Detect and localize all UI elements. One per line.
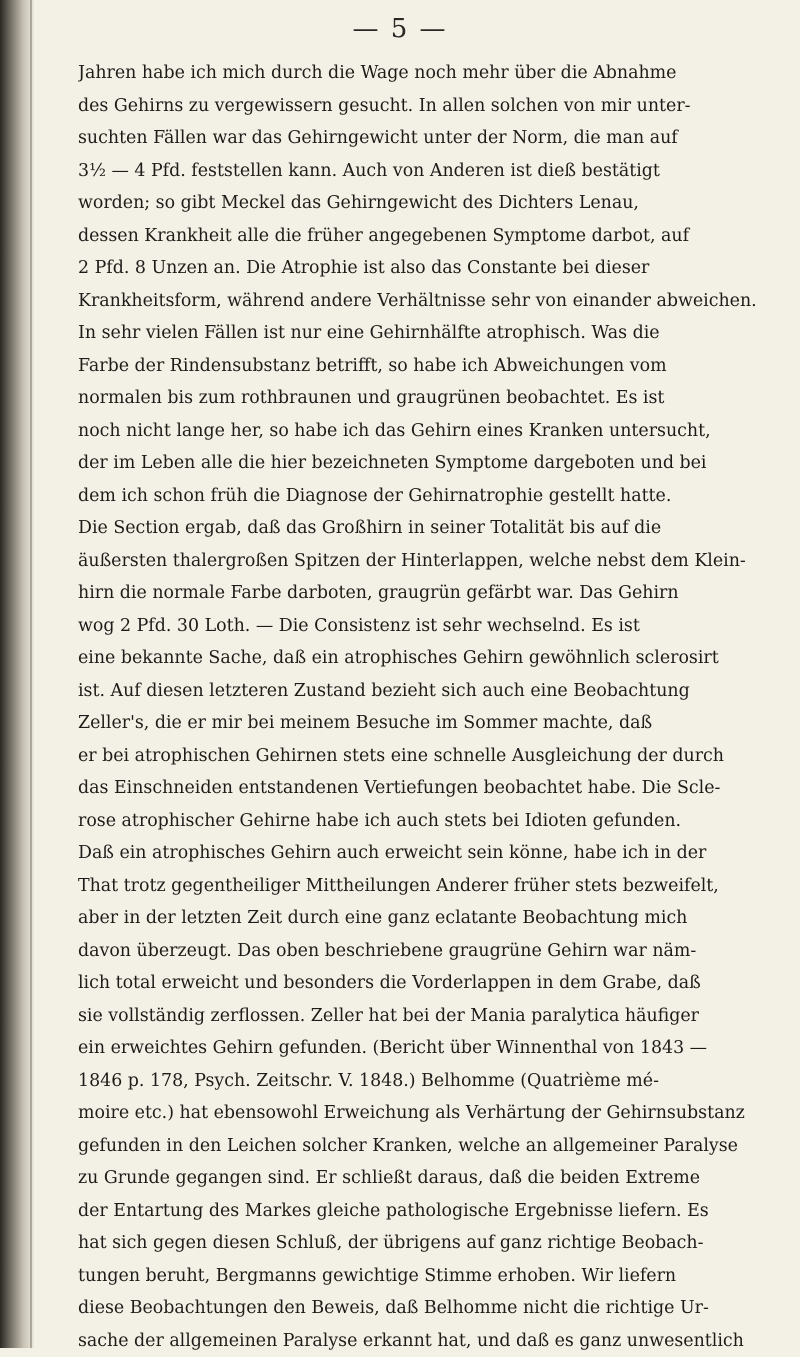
text-line: Die Section ergab, daß das Großhirn in seiner Totalität bis auf die [78, 512, 784, 545]
text-line: davon überzeugt. Das oben beschriebene graugrüne Gehirn war näm- [78, 935, 784, 968]
text-line: gefunden in den Leichen solcher Kranken, welche an allgemeiner Paralyse [78, 1130, 784, 1163]
text-line: wog 2 Pfd. 30 Loth. — Die Consistenz ist sehr wechselnd. Es ist [78, 610, 784, 643]
gutter-edge-line [30, 0, 32, 1348]
text-line: 2 Pfd. 8 Unzen an. Die Atrophie ist also das Constante bei dieser [78, 252, 784, 285]
book-gutter-shadow [0, 0, 34, 1348]
text-line: äußersten thalergroßen Spitzen der Hinterlappen, welche nebst dem Klein- [78, 545, 784, 578]
text-line: der Entartung des Markes gleiche pathologische Ergebnisse liefern. Es [78, 1195, 784, 1228]
text-line: sache der allgemeinen Paralyse erkannt hat, und daß es ganz unwesentlich [78, 1325, 784, 1357]
text-line: moire etc.) hat ebensowohl Erweichung als Verhärtung der Gehirnsubstanz [78, 1097, 784, 1130]
text-line: dem ich schon früh die Diagnose der Gehirnatrophie gestellt hatte. [78, 480, 784, 513]
text-line: er bei atrophischen Gehirnen stets eine schnelle Ausgleichung der durch [78, 740, 784, 773]
text-line: ist. Auf diesen letzteren Zustand bezieht sich auch eine Beobachtung [78, 675, 784, 708]
text-line: sie vollständig zerflossen. Zeller hat bei der Mania paralytica häufiger [78, 1000, 784, 1033]
text-line: lich total erweicht und besonders die Vorderlappen in dem Grabe, daß [78, 967, 784, 1000]
text-line: suchten Fällen war das Gehirngewicht unter der Norm, die man auf [78, 122, 784, 155]
text-line: In sehr vielen Fällen ist nur eine Gehirnhälfte atrophisch. Was die [78, 317, 784, 350]
text-line: 3½ — 4 Pfd. feststellen kann. Auch von Anderen ist dieß bestätigt [78, 155, 784, 188]
text-line: Daß ein atrophisches Gehirn auch erweicht sein könne, habe ich in der [78, 837, 784, 870]
text-line: der im Leben alle die hier bezeichneten Symptome dargeboten und bei [78, 447, 784, 480]
text-line: That trotz gegentheiliger Mittheilungen Anderer früher stets bezweifelt, [78, 870, 784, 903]
text-line: ein erweichtes Gehirn gefunden. (Bericht über Winnenthal von 1843 — [78, 1032, 784, 1065]
text-line: Jahren habe ich mich durch die Wage noch mehr über die Abnahme [78, 57, 784, 90]
text-line: worden; so gibt Meckel das Gehirngewicht des Dichters Lenau, [78, 187, 784, 220]
text-line: tungen beruht, Bergmanns gewichtige Stimme erhoben. Wir liefern [78, 1260, 784, 1293]
text-line: Zeller's, die er mir bei meinem Besuche im Sommer machte, daß [78, 707, 784, 740]
text-line: des Gehirns zu vergewissern gesucht. In allen solchen von mir unter- [78, 90, 784, 123]
text-line: Farbe der Rindensubstanz betrifft, so habe ich Abweichungen vom [78, 350, 784, 383]
text-line: 1846 p. 178, Psych. Zeitschr. V. 1848.) Belhomme (Quatrième mé- [78, 1065, 784, 1098]
text-line: noch nicht lange her, so habe ich das Gehirn eines Kranken untersucht, [78, 415, 784, 448]
text-line: zu Grunde gegangen sind. Er schließt daraus, daß die beiden Extreme [78, 1162, 784, 1195]
body-text [78, 57, 784, 1357]
page-number: — 5 — [0, 14, 800, 44]
text-line: diese Beobachtungen den Beweis, daß Belhomme nicht die richtige Ur- [78, 1292, 784, 1325]
text-line: Krankheitsform, während andere Verhältnisse sehr von einander abweichen. [78, 285, 784, 318]
text-line: normalen bis zum rothbraunen und graugrünen beobachtet. Es ist [78, 382, 784, 415]
text-line: dessen Krankheit alle die früher angegebenen Symptome darbot, auf [78, 220, 784, 253]
text-line: eine bekannte Sache, daß ein atrophisches Gehirn gewöhnlich sclerosirt [78, 642, 784, 675]
text-line: aber in der letzten Zeit durch eine ganz eclatante Beobachtung mich [78, 902, 784, 935]
text-line: hirn die normale Farbe darboten, graugrün gefärbt war. Das Gehirn [78, 577, 784, 610]
text-line: das Einschneiden entstandenen Vertiefungen beobachtet habe. Die Scle- [78, 772, 784, 805]
text-line: hat sich gegen diesen Schluß, der übrigens auf ganz richtige Beobach- [78, 1227, 784, 1260]
text-line: rose atrophischer Gehirne habe ich auch stets bei Idioten gefunden. [78, 805, 784, 838]
